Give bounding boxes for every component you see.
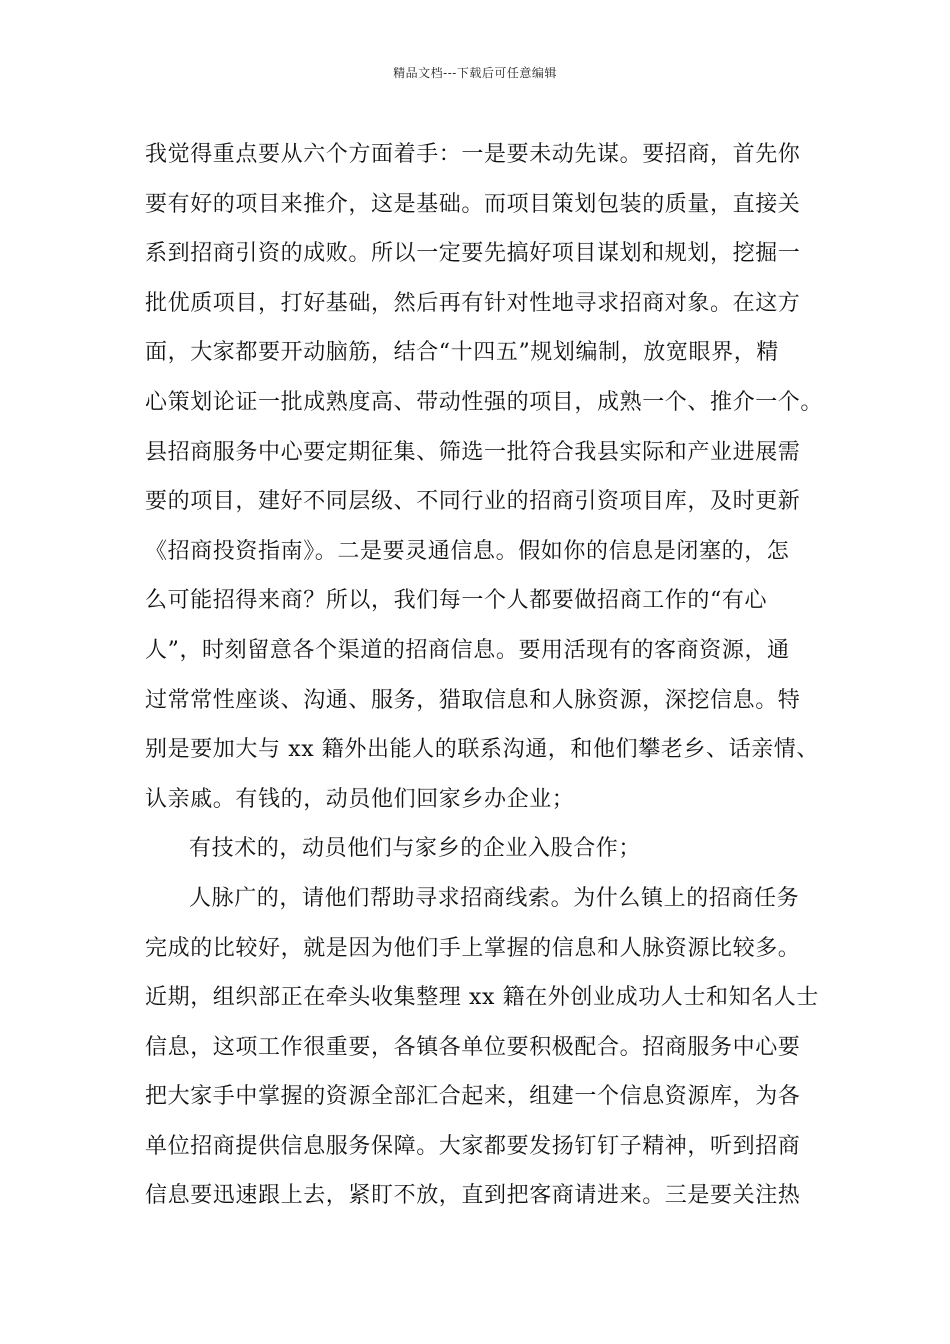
text-line: 别是要加大与 xx 籍外出能人的联系沟通，和他们攀老乡、话亲情、 [145, 737, 820, 763]
text-line: 完成的比较好，就是因为他们手上掌握的信息和人脉资源比较多。 [145, 935, 801, 961]
text-line: 单位招商提供信息服务保障。大家都要发扬钉钉子精神，听到招商 [145, 1133, 801, 1159]
text-line: 认亲戚。有钱的，动员他们回家乡办企业； [145, 786, 575, 812]
text-line-indented: 人脉广的，请他们帮助寻求招商线索。为什么镇上的招商任务 [189, 885, 800, 911]
text-line: 批优质项目，打好基础，然后再有针对性地寻求招商对象。在这方 [145, 290, 801, 316]
text-line: 信息要迅速跟上去，紧盯不放，直到把客商请进来。三是要关注热 [145, 1183, 801, 1209]
text-line: 系到招商引资的成败。所以一定要先搞好项目谋划和规划，挖掘一 [145, 241, 801, 267]
text-line: 县招商服务中心要定期征集、筛选一批符合我县实际和产业进展需 [145, 439, 801, 465]
text-line: 要有好的项目来推介，这是基础。而项目策划包装的质量，直接关 [145, 191, 801, 217]
text-line: 么可能招得来商？所以，我们每一个人都要做招商工作的“有心 [145, 588, 768, 614]
text-line: 《招商投资指南》。二是要灵通信息。假如你的信息是闭塞的，怎 [145, 538, 790, 564]
text-line: 人”，时刻留意各个渠道的招商信息。要用活现有的客商资源，通 [145, 637, 790, 663]
text-line-indented: 有技术的，动员他们与家乡的企业入股合作； [189, 836, 642, 862]
text-line: 心策划论证一批成熟度高、带动性强的项目，成熟一个、推介一个。 [145, 389, 824, 415]
text-line: 要的项目，建好不同层级、不同行业的招商引资项目库，及时更新 [145, 489, 801, 515]
text-line: 把大家手中掌握的资源全部汇合起来，组建一个信息资源库，为各 [145, 1084, 801, 1110]
text-line: 近期，组织部正在牵头收集整理 xx 籍在外创业成功人士和知名人士 [145, 985, 820, 1011]
body-text [145, 130, 825, 1221]
page-header: 精品文档---下载后可任意编辑 [393, 66, 557, 80]
text-line: 信息，这项工作很重要，各镇各单位要积极配合。招商服务中心要 [145, 1034, 801, 1060]
text-line: 过常常性座谈、沟通、服务，猎取信息和人脉资源，深挖信息。特 [145, 687, 801, 713]
text-line: 我觉得重点要从六个方面着手：一是要未动先谋。要招商，首先你 [145, 142, 801, 167]
text-line: 面，大家都要开动脑筋，结合“十四五”规划编制，放宽眼界，精 [145, 340, 779, 366]
